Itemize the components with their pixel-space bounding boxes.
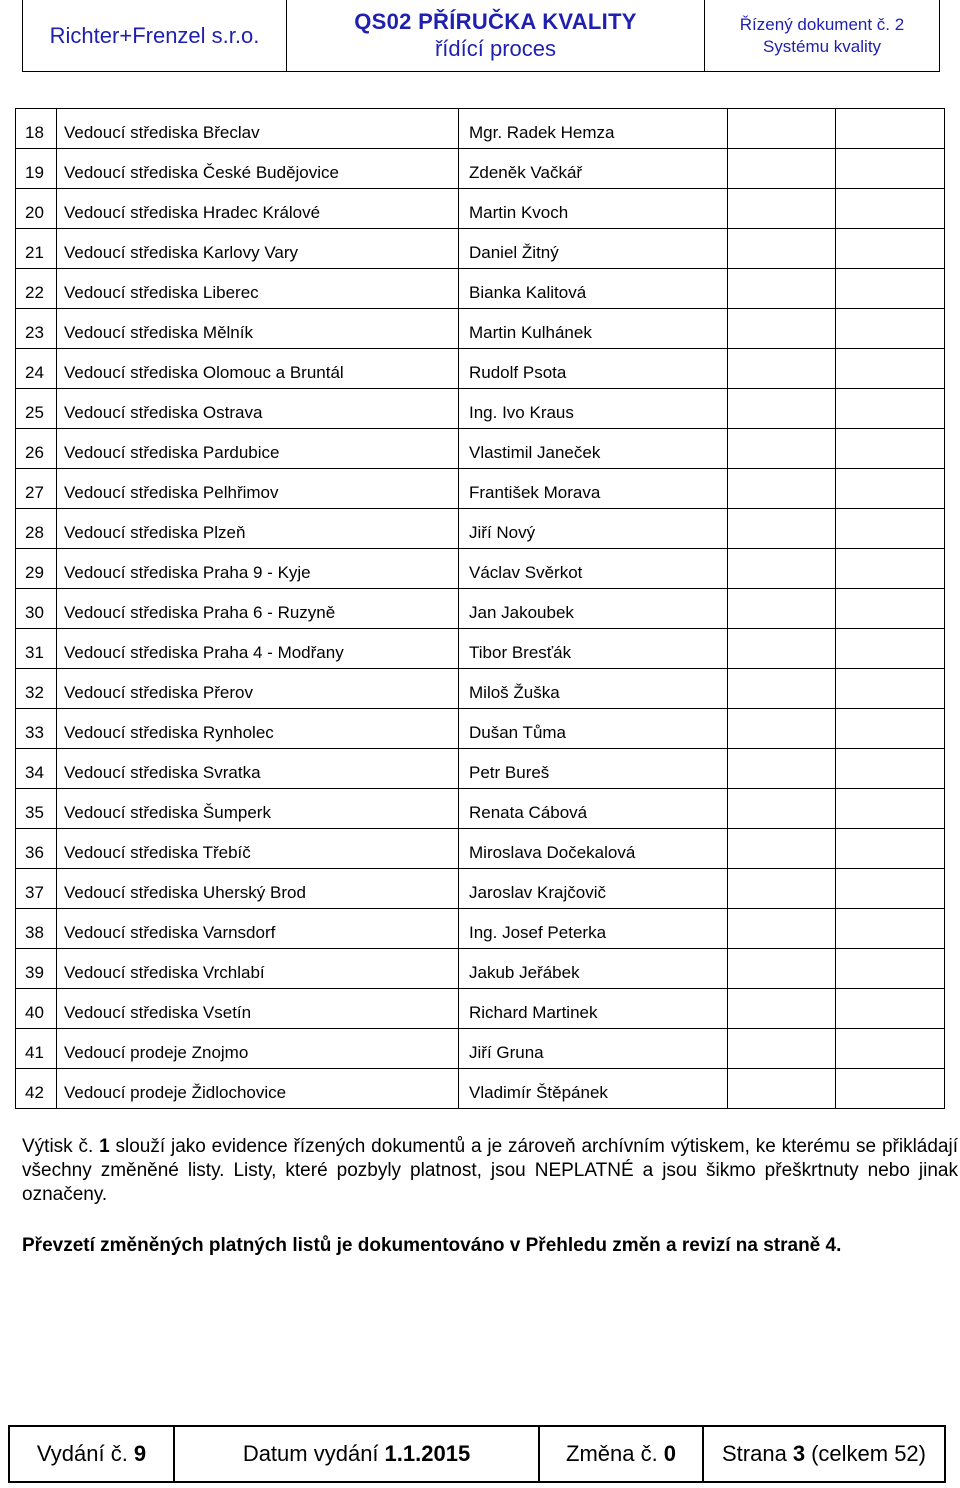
- row-recipient-name-text: Tibor Bresťák: [469, 643, 572, 662]
- row-empty-cell: [836, 949, 945, 989]
- row-recipient-name-text: Dušan Tůma: [469, 723, 567, 742]
- row-role: [57, 709, 459, 749]
- company-name: Richter+Frenzel s.r.o.: [49, 22, 260, 48]
- row-role: [57, 509, 459, 549]
- row-recipient-name: [459, 309, 728, 349]
- row-recipient-name: [459, 949, 728, 989]
- row-empty-cell: [836, 549, 945, 589]
- row-role: [57, 1029, 459, 1069]
- row-number: [16, 949, 57, 989]
- row-role-text: Vedoucí střediska České Budějovice: [64, 163, 339, 182]
- row-recipient-name: [459, 1029, 728, 1069]
- table-row: [16, 1069, 945, 1109]
- row-role: [57, 1069, 459, 1109]
- row-recipient-name: [459, 829, 728, 869]
- footer-issue: [10, 1427, 175, 1481]
- row-empty-cell: [728, 149, 836, 189]
- row-recipient-name-text: Miloš Žuška: [469, 683, 560, 702]
- row-empty-cell: [728, 709, 836, 749]
- row-role-text: Vedoucí střediska Plzeň: [64, 523, 246, 542]
- row-empty-cell: [836, 309, 945, 349]
- row-recipient-name-text: Jaroslav Krajčovič: [469, 883, 606, 902]
- row-empty-cell: [728, 109, 836, 149]
- row-recipient-name: [459, 789, 728, 829]
- table-row: [16, 669, 945, 709]
- row-role-text: Vedoucí střediska Vrchlabí: [64, 963, 265, 982]
- row-role: [57, 149, 459, 189]
- row-role: [57, 909, 459, 949]
- row-empty-cell: [836, 349, 945, 389]
- row-empty-cell: [728, 189, 836, 229]
- row-role-text: Vedoucí střediska Šumperk: [64, 803, 271, 822]
- row-recipient-name-text: Ing. Ivo Kraus: [469, 403, 574, 422]
- row-role-text: Vedoucí střediska Pardubice: [64, 443, 280, 462]
- table-row: [16, 629, 945, 669]
- row-number-text: 25: [25, 403, 44, 422]
- row-recipient-name: [459, 109, 728, 149]
- row-role-text: Vedoucí střediska Mělník: [64, 323, 253, 342]
- notes-copy-number: 1: [99, 1136, 110, 1157]
- row-number: [16, 389, 57, 429]
- row-recipient-name-text: Jiří Nový: [469, 523, 536, 542]
- row-number-text: 38: [25, 923, 44, 942]
- row-empty-cell: [728, 949, 836, 989]
- row-empty-cell: [728, 1069, 836, 1109]
- row-recipient-name-text: Renata Cábová: [469, 803, 588, 822]
- row-number: [16, 789, 57, 829]
- row-empty-cell: [728, 429, 836, 469]
- row-empty-cell: [728, 229, 836, 269]
- row-role-text: Vedoucí střediska Přerov: [64, 683, 253, 702]
- distribution-table: [15, 108, 945, 1109]
- row-empty-cell: [836, 869, 945, 909]
- footer-page: [704, 1427, 944, 1481]
- row-number-text: 34: [25, 763, 44, 782]
- footer-page-total: (celkem 52): [811, 1441, 926, 1466]
- row-empty-cell: [728, 1029, 836, 1069]
- row-empty-cell: [728, 549, 836, 589]
- notes-paragraph: [22, 1135, 958, 1207]
- row-empty-cell: [728, 669, 836, 709]
- row-empty-cell: [836, 189, 945, 229]
- row-role-text: Vedoucí střediska Břeclav: [64, 123, 260, 142]
- row-recipient-name-text: Martin Kvoch: [469, 203, 569, 222]
- row-recipient-name: [459, 1069, 728, 1109]
- row-recipient-name: [459, 349, 728, 389]
- row-number: [16, 989, 57, 1029]
- row-role: [57, 469, 459, 509]
- row-recipient-name-text: Ing. Josef Peterka: [469, 923, 607, 942]
- table-row: [16, 589, 945, 629]
- quality-system-label: Systému kvality: [762, 36, 882, 56]
- row-role: [57, 829, 459, 869]
- row-recipient-name: [459, 909, 728, 949]
- document-footer: [8, 1425, 946, 1483]
- row-number: [16, 429, 57, 469]
- row-role-text: Vedoucí střediska Pelhřimov: [64, 483, 279, 502]
- document-header: [22, 0, 940, 72]
- row-recipient-name-text: Mgr. Radek Hemza: [469, 123, 615, 142]
- row-recipient-name-text: Richard Martinek: [469, 1003, 598, 1022]
- row-number-text: 24: [25, 363, 44, 382]
- row-number: [16, 749, 57, 789]
- row-empty-cell: [728, 389, 836, 429]
- row-empty-cell: [836, 149, 945, 189]
- row-number: [16, 149, 57, 189]
- row-recipient-name: [459, 749, 728, 789]
- row-number: [16, 309, 57, 349]
- row-role: [57, 109, 459, 149]
- row-role: [57, 269, 459, 309]
- table-row: [16, 309, 945, 349]
- row-recipient-name: [459, 229, 728, 269]
- row-number: [16, 629, 57, 669]
- row-number-text: 33: [25, 723, 44, 742]
- footer-date: [175, 1427, 540, 1481]
- row-role-text: Vedoucí prodeje Židlochovice: [64, 1083, 287, 1102]
- row-role: [57, 869, 459, 909]
- row-empty-cell: [728, 589, 836, 629]
- row-recipient-name: [459, 149, 728, 189]
- row-number-text: 22: [25, 283, 44, 302]
- row-number-text: 39: [25, 963, 44, 982]
- row-role: [57, 389, 459, 429]
- notes-rest: slouží jako evidence řízených dokumentů a je zároveň archívním výtiskem, ke kterému se přikládají všechny změněné listy. Listy, které pozbyly platnost, jsou NEPLATNÉ a jsou šikmo přeškrtnuty nebo jinak označeny.: [22, 1136, 958, 1205]
- row-empty-cell: [836, 229, 945, 269]
- row-empty-cell: [836, 269, 945, 309]
- row-number-text: 31: [25, 643, 44, 662]
- row-recipient-name-text: Václav Svěrkot: [469, 563, 583, 582]
- row-empty-cell: [728, 469, 836, 509]
- row-number-text: 26: [25, 443, 44, 462]
- row-role: [57, 189, 459, 229]
- table-row: [16, 549, 945, 589]
- footer-date-label: Datum vydání: [242, 1441, 379, 1466]
- row-role: [57, 309, 459, 349]
- footer-issue-value: 9: [133, 1441, 147, 1466]
- row-empty-cell: [836, 829, 945, 869]
- row-role: [57, 629, 459, 669]
- row-number: [16, 549, 57, 589]
- footer-change: [540, 1427, 704, 1481]
- notes-section: [22, 1135, 958, 1207]
- table-row: [16, 709, 945, 749]
- row-empty-cell: [728, 349, 836, 389]
- row-role-text: Vedoucí střediska Praha 6 - Ruzyně: [64, 603, 336, 622]
- row-recipient-name-text: Petr Bureš: [469, 763, 550, 782]
- table-row: [16, 389, 945, 429]
- row-number: [16, 349, 57, 389]
- row-recipient-name: [459, 389, 728, 429]
- row-role: [57, 349, 459, 389]
- row-number-text: 41: [25, 1043, 44, 1062]
- row-role-text: Vedoucí střediska Praha 4 - Modřany: [64, 643, 344, 662]
- row-role-text: Vedoucí střediska Svratka: [64, 763, 261, 782]
- row-recipient-name-text: Rudolf Psota: [469, 363, 567, 382]
- row-role-text: Vedoucí střediska Hradec Králové: [64, 203, 321, 222]
- row-recipient-name: [459, 989, 728, 1029]
- row-number-text: 27: [25, 483, 44, 502]
- row-recipient-name: [459, 269, 728, 309]
- row-number-text: 28: [25, 523, 44, 542]
- row-role: [57, 789, 459, 829]
- row-role-text: Vedoucí střediska Ostrava: [64, 403, 263, 422]
- row-empty-cell: [836, 669, 945, 709]
- row-empty-cell: [728, 989, 836, 1029]
- row-number: [16, 669, 57, 709]
- row-number-text: 19: [25, 163, 44, 182]
- row-role-text: Vedoucí střediska Liberec: [64, 283, 259, 302]
- row-number: [16, 269, 57, 309]
- table-row: [16, 829, 945, 869]
- row-recipient-name-text: Vlastimil Janeček: [469, 443, 601, 462]
- row-recipient-name: [459, 709, 728, 749]
- row-empty-cell: [728, 309, 836, 349]
- row-empty-cell: [728, 909, 836, 949]
- table-row: [16, 269, 945, 309]
- header-title-cell: [287, 0, 705, 71]
- row-empty-cell: [836, 789, 945, 829]
- row-role-text: Vedoucí střediska Karlovy Vary: [64, 243, 299, 262]
- row-number-text: 40: [25, 1003, 44, 1022]
- row-role-text: Vedoucí prodeje Znojmo: [64, 1043, 249, 1062]
- row-role-text: Vedoucí střediska Varnsdorf: [64, 923, 276, 942]
- header-company-cell: [23, 0, 287, 71]
- row-empty-cell: [728, 269, 836, 309]
- row-empty-cell: [836, 429, 945, 469]
- row-recipient-name: [459, 629, 728, 669]
- table-row: [16, 1029, 945, 1069]
- table-row: [16, 989, 945, 1029]
- row-number-text: 32: [25, 683, 44, 702]
- row-number-text: 20: [25, 203, 44, 222]
- row-role: [57, 589, 459, 629]
- row-recipient-name: [459, 669, 728, 709]
- footer-change-label: Změna č.: [566, 1441, 658, 1466]
- table-row: [16, 349, 945, 389]
- row-recipient-name: [459, 589, 728, 629]
- row-role: [57, 669, 459, 709]
- row-number: [16, 909, 57, 949]
- row-number: [16, 509, 57, 549]
- row-empty-cell: [836, 989, 945, 1029]
- row-number-text: 37: [25, 883, 44, 902]
- table-row: [16, 869, 945, 909]
- row-empty-cell: [836, 509, 945, 549]
- document-title: QS02 PŘÍRUČKA KVALITY: [354, 9, 637, 34]
- row-number: [16, 709, 57, 749]
- row-recipient-name-text: Jan Jakoubek: [469, 603, 574, 622]
- table-row: [16, 149, 945, 189]
- row-role-text: Vedoucí střediska Vsetín: [64, 1003, 252, 1022]
- row-number-text: 29: [25, 563, 44, 582]
- row-empty-cell: [728, 869, 836, 909]
- row-recipient-name-text: Daniel Žitný: [469, 243, 559, 262]
- footer-date-value: 1.1.2015: [384, 1441, 471, 1466]
- table-row: [16, 429, 945, 469]
- table-row: [16, 949, 945, 989]
- row-empty-cell: [836, 909, 945, 949]
- row-recipient-name: [459, 869, 728, 909]
- row-role-text: Vedoucí střediska Olomouc a Bruntál: [64, 363, 344, 382]
- table-row: [16, 229, 945, 269]
- row-role: [57, 749, 459, 789]
- row-empty-cell: [836, 469, 945, 509]
- row-recipient-name: [459, 429, 728, 469]
- row-number: [16, 109, 57, 149]
- row-empty-cell: [836, 589, 945, 629]
- header-docinfo-cell: [705, 0, 939, 71]
- distribution-table-body: [16, 109, 945, 1109]
- footer-issue-label: Vydání č.: [36, 1441, 128, 1466]
- row-recipient-name: [459, 469, 728, 509]
- row-role-text: Vedoucí střediska Třebíč: [64, 843, 251, 862]
- row-empty-cell: [836, 709, 945, 749]
- table-row: [16, 189, 945, 229]
- row-role: [57, 549, 459, 589]
- table-row: [16, 509, 945, 549]
- row-role: [57, 949, 459, 989]
- row-empty-cell: [728, 829, 836, 869]
- footer-page-label: Strana: [722, 1441, 787, 1466]
- row-number-text: 21: [25, 243, 44, 262]
- row-number-text: 36: [25, 843, 44, 862]
- row-empty-cell: [836, 389, 945, 429]
- row-empty-cell: [728, 629, 836, 669]
- row-number-text: 23: [25, 323, 44, 342]
- row-recipient-name-text: Zdeněk Vačkář: [469, 163, 583, 182]
- row-role: [57, 229, 459, 269]
- table-row: [16, 749, 945, 789]
- row-empty-cell: [836, 629, 945, 669]
- document-subtitle: řídící proces: [434, 36, 557, 61]
- row-number-text: 35: [25, 803, 44, 822]
- row-recipient-name-text: Jakub Jeřábek: [469, 963, 580, 982]
- footer-page-value: 3: [792, 1441, 806, 1466]
- row-number-text: 42: [25, 1083, 44, 1102]
- row-number: [16, 589, 57, 629]
- row-number: [16, 469, 57, 509]
- row-number: [16, 229, 57, 269]
- row-role-text: Vedoucí střediska Rynholec: [64, 723, 274, 742]
- row-role-text: Vedoucí střediska Uherský Brod: [64, 883, 306, 902]
- row-number-text: 18: [25, 123, 44, 142]
- row-number: [16, 1029, 57, 1069]
- row-number: [16, 1069, 57, 1109]
- row-recipient-name-text: Bianka Kalitová: [469, 283, 587, 302]
- row-role: [57, 989, 459, 1029]
- row-recipient-name-text: Miroslava Dočekalová: [469, 843, 636, 862]
- row-recipient-name-text: František Morava: [469, 483, 601, 502]
- row-number: [16, 869, 57, 909]
- table-row: [16, 909, 945, 949]
- row-recipient-name-text: Vladimír Štěpánek: [469, 1083, 608, 1102]
- row-empty-cell: [836, 749, 945, 789]
- row-number-text: 30: [25, 603, 44, 622]
- row-number: [16, 829, 57, 869]
- row-empty-cell: [728, 749, 836, 789]
- row-recipient-name: [459, 509, 728, 549]
- row-empty-cell: [728, 789, 836, 829]
- notes-prefix: Výtisk č.: [22, 1136, 100, 1157]
- table-row: [16, 789, 945, 829]
- row-empty-cell: [836, 109, 945, 149]
- row-role-text: Vedoucí střediska Praha 9 - Kyje: [64, 563, 311, 582]
- controlled-document-label: Řízený dokument č. 2: [739, 14, 905, 34]
- row-role: [57, 429, 459, 469]
- row-empty-cell: [836, 1029, 945, 1069]
- row-empty-cell: [728, 509, 836, 549]
- table-row: [16, 109, 945, 149]
- row-empty-cell: [836, 1069, 945, 1109]
- table-row: [16, 469, 945, 509]
- row-number: [16, 189, 57, 229]
- row-recipient-name: [459, 189, 728, 229]
- footer-change-value: 0: [663, 1441, 676, 1466]
- row-recipient-name-text: Jiří Gruna: [469, 1043, 544, 1062]
- row-recipient-name-text: Martin Kulhánek: [469, 323, 592, 342]
- notes-bold-paragraph: Převzetí změněných platných listů je dokumentováno v Přehledu změn a revizí na straně 4.: [22, 1235, 842, 1256]
- row-recipient-name: [459, 549, 728, 589]
